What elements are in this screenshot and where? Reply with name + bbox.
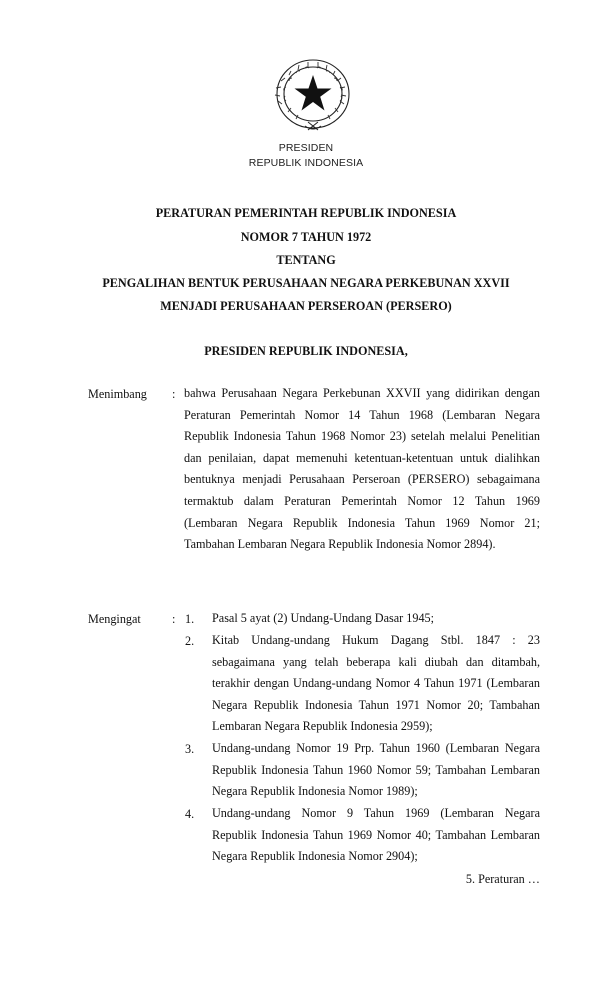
- mengingat-item-3-text: Undang-undang Nomor 19 Prp. Tahun 1960 (Lembaran Negara Republik Indonesia Tahun 1960 Nomor 59; Tambahan Lembaran Negara Republik Indonesia Nomor 1989);: [212, 741, 540, 799]
- mengingat-label: Mengingat: [88, 612, 141, 626]
- mengingat-item-3-number: 3.: [185, 742, 195, 756]
- header-republik-indonesia: REPUBLIK INDONESIA: [248, 157, 364, 169]
- presidential-emblem-icon: [272, 56, 354, 136]
- document-tentang: TENTANG: [276, 253, 336, 267]
- menimbang-colon: :: [172, 387, 176, 401]
- document-number: NOMOR 7 TAHUN 1972: [240, 230, 372, 244]
- menimbang-label: Menimbang: [88, 387, 147, 401]
- mengingat-item-1-number: 1.: [185, 612, 195, 626]
- mengingat-item-4-text: Undang-undang Nomor 9 Tahun 1969 (Lembaran Negara Republik Indonesia Tahun 1969 Nomor 40; Tambahan Lembaran Negara Republik Indonesia Nomor 2904);: [212, 806, 540, 864]
- mengingat-item-2-number: 2.: [185, 634, 195, 648]
- document-subject-line1: PENGALIHAN BENTUK PERUSAHAAN NEGARA PERKEBUNAN XXVII: [102, 276, 510, 290]
- document-subject-line2: MENJADI PERUSAHAAN PERSEROAN (PERSERO): [160, 299, 452, 313]
- mengingat-item-4-number: 4.: [185, 807, 195, 821]
- mengingat-item-1-text: Pasal 5 ayat (2) Undang-Undang Dasar 1945;: [212, 611, 435, 625]
- document-title: PERATURAN PEMERINTAH REPUBLIK INDONESIA: [155, 206, 457, 220]
- menimbang-text: bahwa Perusahaan Negara Perkebunan XXVII yang didirikan dengan Peraturan Pemerintah Nomor 14 Tahun 1968 (Lembaran Negara Republik Indonesia Tahun 1968 Nomor 23) setelah melalui Penelitian dan penilaian, dapat memenuhi ketentuan-ketentuan untuk dialihkan bentuknya menjadi Perusahaan Perseroan (PERSERO) sebagaimana termaktub dalam Peraturan Pemerintah Nomor 12 Tahun 1969 (Lembaran Negara Republik Indonesia Tahun 1969 Nomor 21; Tambahan Lembaran Negara Republik Indonesia Nomor 2894).: [184, 386, 540, 552]
- mengingat-item-2-text: Kitab Undang-undang Hukum Dagang Stbl. 1847 : 23 sebagaimana yang telah beberapa kali diubah dan ditambah, terakhir dengan Undang-undang Nomor 4 Tahun 1971 (Lembaran Negara Republik Indonesia Tahun 1971 Nomor 20; Tambahan Lembaran Negara Republik Indonesia 2959);: [212, 633, 540, 734]
- document-issuer: PRESIDEN REPUBLIK INDONESIA,: [204, 344, 408, 358]
- page-continuation: 5. Peraturan …: [465, 872, 540, 886]
- mengingat-colon: :: [172, 612, 176, 626]
- header-presiden: PRESIDEN: [278, 142, 334, 154]
